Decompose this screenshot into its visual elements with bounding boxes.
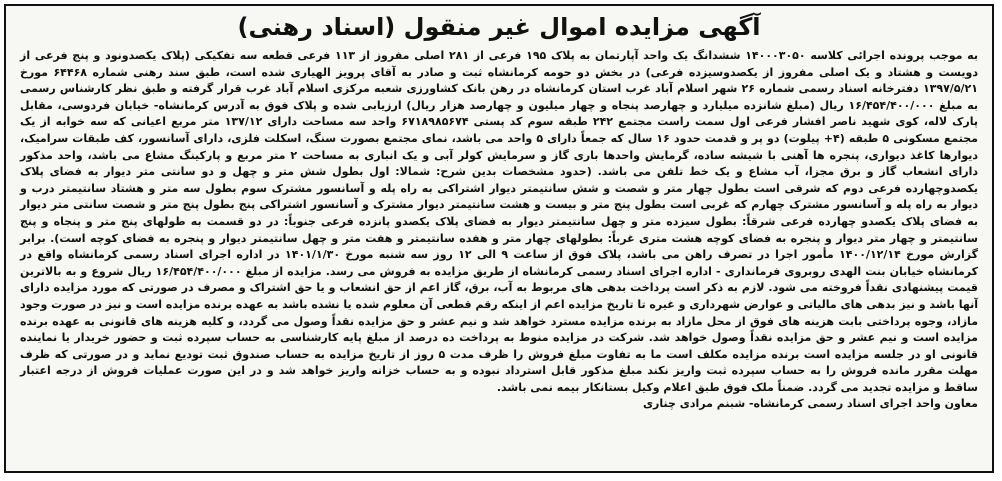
auction-notice xyxy=(4,4,994,473)
notice-body: به موجب پرونده اجرائی کلاسه ۱۴۰۰۰۳۰۵۰ ششدانگ یک واحد آپارتمان به پلاک ۱۹۵ فرعی از ۲۸۱ اصلی مفروز از ۱۱۳ فرعی قطعه سه تفکیکی (پلاک یکصدونود و پنج فرعی از دویست و هشتاد و یک اصلی مفروز از یکصدوسیزده فرعی) در بخش دو حومه کرمانشاه ثبت و صادر به آقای پرویز الهیاری شده است، طبق سند رهنی شماره ۶۴۴۶۸ مورخ ۱۳۹۷/۵/۲۱ دفترخانه اسناد رسمی شماره ۲۶ شهر اسلام آباد غرب استان کرمانشاه در رهن بانک کشاورزی شعبه مرکزی اسلام آباد غرب قرار گرفته و طبق نظر کارشناس رسمی به مبلغ ۱۶/۴۵۴/۴۰۰/۰۰۰ ریال (مبلغ شانزده میلیارد و چهارصد پنجاه و چهار میلیون و چهارصد هزار ریال) ارزیابی شده و پلاک فوق به آدرس کرمانشاه- خیابان فردوسی، مقابل پارک لاله، کوی شهید ناصر افشار فرعی اول سمت راست مجتمع ۲۴۲ طبقه سوم کد پستی ۶۷۱۸۹۸۵۶۷۴ واحد سه مساحت دارای ۱۳۷/۱۲ متر مربع اعیانی که سه خوابه از یک مجتمع مسکونی ۵ طبقه (۴+ پیلوت) دو پر و قدمت حدود ۱۶ سال که جمعاً دارای ۵ واحد می باشد، نمای مجتمع بصورت سنگ، اسکلت فلزی، دارای آسانسور، کف طبقات سرامیک، دیوارها کاغذ دیواری، پنجره ها آهنی با شیشه ساده، گرمایش واحدها باری گاز و سرمایش کولر آبی و یک انباری به مساحت ۲ متر مربع و پارکینگ مشاع می باشد، واحد مذکور دارای انشعاب گاز و برق مجزا، آب مشاع و یک خط تلفن می باشد. (حدود مشخصات بدین شرح: شمالا: اول بطول شش متر و چهل و دو سانتی متر دیوار به فضای پلاک یکصدوچهارده فرعی دوم که شرقی است بطول چهار متر و شصت و شش سانتیمتر دیوار اشتراکی به راه پله و آسانسور مشترک سوم بطول سه متر و هشتاد سانتیمتر درب و دیوار به راه پله و آسانسور مشترک چهارم که غربی است بطول پنج متر و بیست و هشت سانتیمتر دیوار مشترک و آسانسور اشتراکی پنج بطول پنج متر و شصت سانتی متر دیوار به فضای پلاک یکصدو چهارده فرعی شرقاً: بطول سیزده متر و چهل سانتیمتر دیوار به فضای پلاک یکصدو پانزده فرعی جنوباً: در دو قسمت به طولهای پنج متر و پنجاه و پنج سانتیمتر و چهار متر دیوار و پنجره به فضای کوچه هشت متری غرباً: بطولهای چهار متر و هفده سانتیمتر و هفت متر و چهل سانتیمتر دیوار و پنجره به فضای کوچه است). برابر گزارش مورخ ۱۴۰۰/۱۲/۱۴ مأمور اجرا در تصرف راهن می باشد، پلاک فوق از ساعت ۹ الی ۱۲ روز سه شنبه مورخ ۱۴۰۱/۱/۳۰ در اداره اجرای اسناد رسمی کرمانشاه واقع در کرمانشاه خیابان بنت الهدی روبروی فرمانداری - اداره اجرای اسناد رسمی کرمانشاه از طریق مزایده به فروش می رسد. مزایده از مبلغ ۱۶/۴۵۴/۴۰۰/۰۰۰ ریال شروع و به بالاترین قیمت پیشنهادی نقداً فروخته می شود. لازم به ذکر است پرداخت بدهی های مربوط به آب، برق، گاز اعم از حق انشعاب و یا حق اشتراک و مصرف در صورتی که مورد مزایده دارای آنها باشد و نیز بدهی های مالیاتی و عوارض شهرداری و غیره تا تاریخ مزایده اعم از اینکه رقم قطعی آن معلوم شده یا نشده باشد به عهده برنده مزایده است و نیز در صورت وجود مازاد، وجوه پرداختی بابت هزینه های فوق از محل مازاد به برنده مزایده مسترد خواهد شد و نیم عشر و حق مزایده نقداً وصول می گردد، و کلیه هزینه های قانونی به عهده برنده مزایده است و نیم عشر و حق مزایده نقداً وصول خواهد شد. شرکت در مزایده منوط به پرداخت ده درصد از مبلغ پایه کارشناسی به حساب سپرده ثبت و حضور خریدار یا نماینده قانونی او در جلسه مزایده است برنده مزایده مکلف است ما به تفاوت مبلغ فروش را ظرف مدت ۵ روز از تاریخ مزایده به حساب صندوق ثبت تودیع نماید و در صورتی که ظرف مهلت مقرر مانده فروش را به حساب سپرده ثبت واریز نکند مبلغ مذکور قابل استرداد نبوده و به حساب خزانه واریز خواهد شد و در این صورت عملیات فروش از درجه اعتبار ساقط و مزایده تجدید می گردد. ضمناً ملک فوق طبق اعلام وکیل بستانکار بیمه نمی باشد. xyxy=(20,49,979,394)
notice-signature: معاون واحد اجرای اسناد رسمی کرمانشاه- شبنم مرادی چناری xyxy=(642,397,978,411)
notice-title: آگهی مزایده اموال غیر منقول (اسناد رهنی) xyxy=(237,13,761,41)
